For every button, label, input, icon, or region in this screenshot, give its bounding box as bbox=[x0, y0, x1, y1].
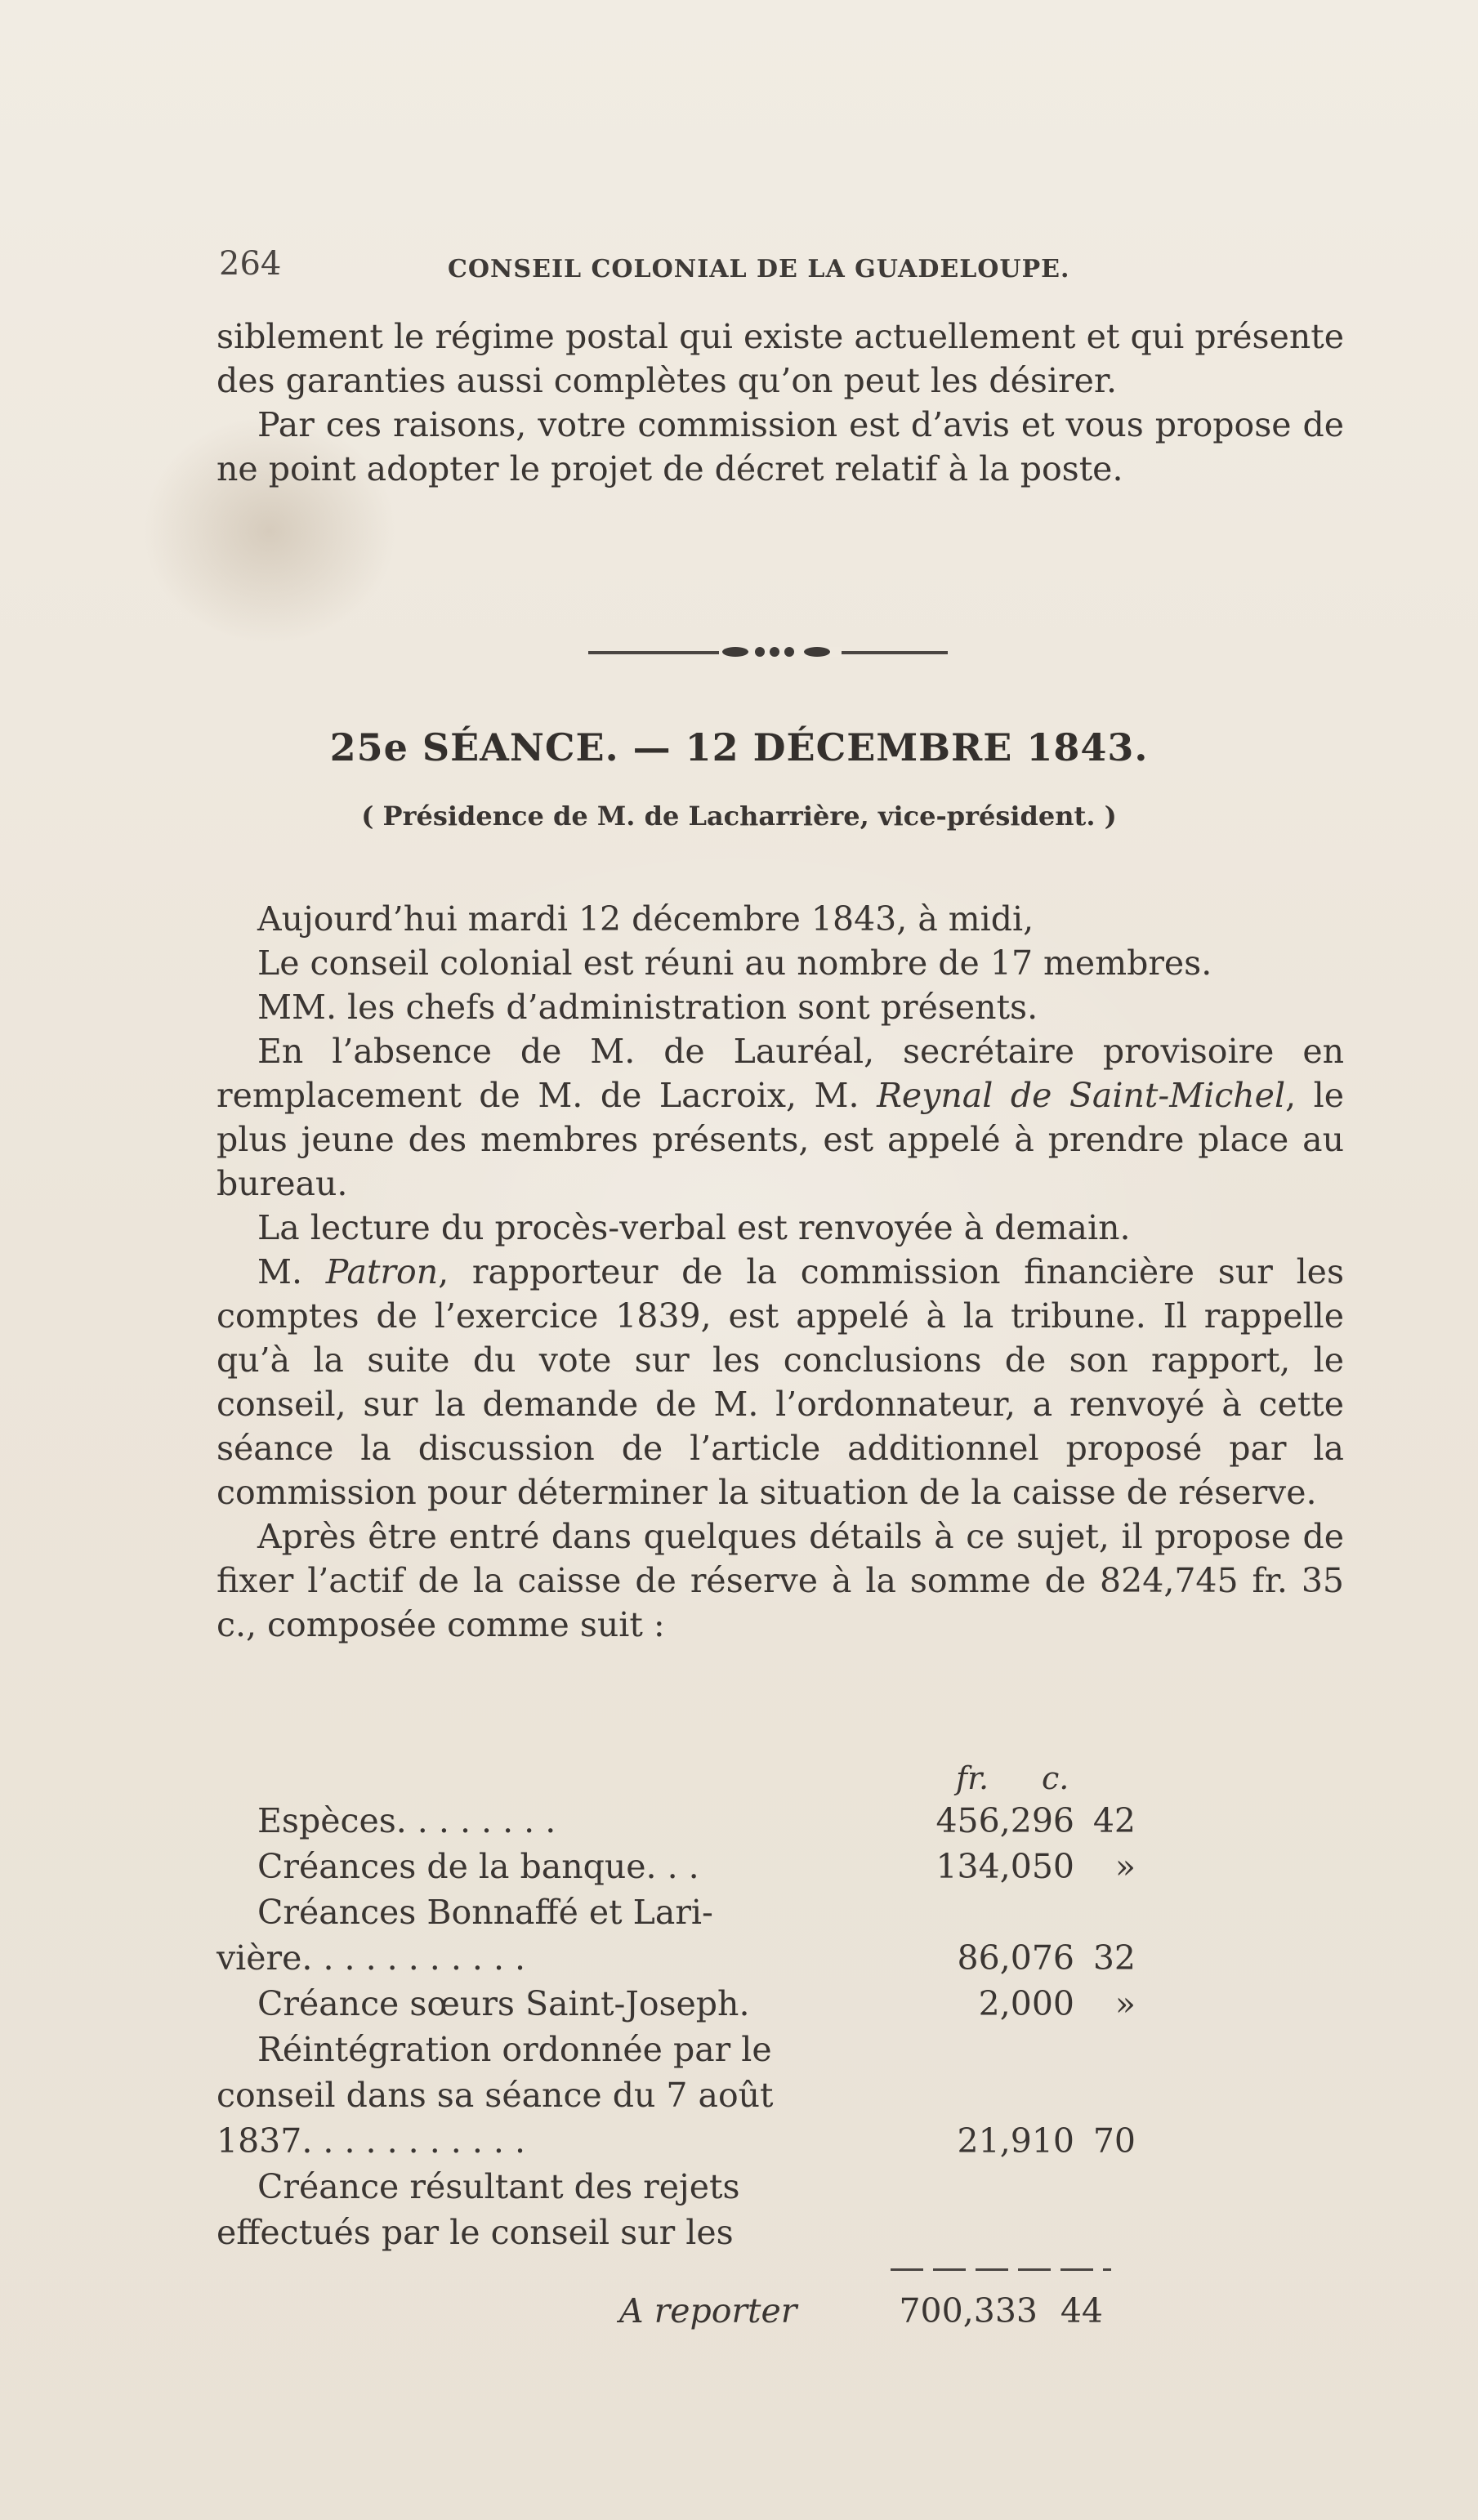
table-row bbox=[217, 2213, 1115, 2259]
row-label: Créance sœurs Saint-Joseph. bbox=[257, 1984, 750, 2023]
table-row bbox=[217, 1847, 1136, 1893]
text-run: En l’absence de M. de Lauréal, secrétaire provisoire en remplacement de M. de Lacroix, M. bbox=[217, 1032, 1344, 1115]
text-run: , rapporteur de la commission financière sur les comptes de l’exercice 1839, est appelé à la tribune. Il rappelle qu’à la suite du vote sur les conclusions de son rapport, le conseil, sur la demande de M. l’ordonnateur, a renvoyé à cette séance la discussion de l’article additionnel proposé par la commission pour déterminer la situation de la caisse de réserve. bbox=[217, 1252, 1344, 1512]
intro-text bbox=[217, 314, 1344, 491]
session-text bbox=[217, 897, 1344, 1647]
row-centimes: » bbox=[1114, 1984, 1136, 2023]
carry-forward-label: A reporter bbox=[619, 2291, 797, 2330]
text-run: M. bbox=[257, 1252, 326, 1291]
row-label: Créances de la banque. . . bbox=[257, 1847, 699, 1886]
row-francs: 86,076 bbox=[957, 1938, 1074, 1978]
table-row bbox=[217, 1893, 1115, 1938]
text-run: , le plus jeune des membres présents, est appelé à prendre place au bureau. bbox=[217, 1076, 1344, 1203]
paragraph: La lecture du procès-verbal est renvoyée à demain. bbox=[257, 1208, 1131, 1247]
paragraph: Par ces raisons, votre commission est d’avis et vous propose de ne point adopter le projet de décret relatif à la poste. bbox=[217, 405, 1344, 488]
row-francs: 21,910 bbox=[957, 2121, 1074, 2161]
row-label: Espèces. . . . . . . . bbox=[257, 1801, 556, 1840]
rapporteur-name: Patron bbox=[325, 1252, 439, 1291]
ornament-icon bbox=[719, 644, 842, 660]
member-name: Reynal de Saint-Michel bbox=[877, 1076, 1286, 1115]
row-centimes: 70 bbox=[1092, 2121, 1136, 2161]
sum-rule bbox=[891, 2268, 1111, 2271]
paragraph: Après être entré dans quelques détails à ce sujet, il propose de fixer l’actif de la caisse de réserve à la somme de 824,745 fr. 35 c., composée comme suit : bbox=[217, 1517, 1344, 1644]
running-head: CONSEIL COLONIAL DE LA GUADELOUPE. bbox=[448, 255, 1070, 283]
row-label: Créance résultant des rejets bbox=[257, 2167, 740, 2206]
row-label: vière. . . . . . . . . . . bbox=[217, 1938, 526, 1978]
paragraph: siblement le régime postal qui existe actuellement et qui présente des garanties aussi complètes qu’on peut les désirer. bbox=[217, 317, 1344, 400]
paragraph: Le conseil colonial est réuni au nombre de 17 membres. bbox=[257, 943, 1212, 983]
row-label: conseil dans sa séance du 7 août bbox=[217, 2076, 774, 2115]
row-francs: 456,296 bbox=[935, 1801, 1074, 1840]
paragraph bbox=[217, 1250, 1344, 1514]
carry-forward-centimes: 44 bbox=[1060, 2291, 1103, 2330]
table-row bbox=[217, 2121, 1136, 2167]
presidence-line: ( Présidence de M. de Lacharrière, vice-président. ) bbox=[361, 801, 1117, 832]
table-row bbox=[217, 2030, 1115, 2076]
row-centimes: 42 bbox=[1092, 1801, 1136, 1840]
paragraph: Aujourd’hui mardi 12 décembre 1843, à midi, bbox=[257, 899, 1034, 939]
page-header bbox=[219, 245, 1110, 302]
accounts-table bbox=[217, 1801, 1136, 2259]
table-row bbox=[217, 2076, 1115, 2121]
row-centimes: » bbox=[1114, 1847, 1136, 1886]
seance-title: 25e SÉANCE. — 12 DÉCEMBRE 1843. bbox=[329, 725, 1149, 769]
paragraph: MM. les chefs d’administration sont présents. bbox=[257, 988, 1038, 1027]
table-row bbox=[217, 1801, 1136, 1847]
carry-forward-francs: 700,333 bbox=[899, 2291, 1038, 2330]
row-francs: 2,000 bbox=[978, 1984, 1074, 2023]
row-francs: 134,050 bbox=[935, 1847, 1074, 1886]
row-label: Créances Bonnaffé et Lari- bbox=[257, 1893, 713, 1932]
page-number: 264 bbox=[219, 245, 282, 283]
paragraph bbox=[217, 1029, 1344, 1206]
column-header-francs: fr. bbox=[956, 1760, 989, 1796]
table-row bbox=[217, 1984, 1136, 2030]
row-label: effectués par le conseil sur les bbox=[217, 2213, 734, 2252]
row-centimes: 32 bbox=[1092, 1938, 1136, 1978]
row-label: 1837. . . . . . . . . . . bbox=[217, 2121, 526, 2161]
table-row bbox=[217, 2167, 1115, 2213]
column-header-centimes: c. bbox=[1042, 1760, 1069, 1796]
table-row bbox=[217, 1938, 1136, 1984]
row-label: Réintégration ordonnée par le bbox=[257, 2030, 772, 2069]
